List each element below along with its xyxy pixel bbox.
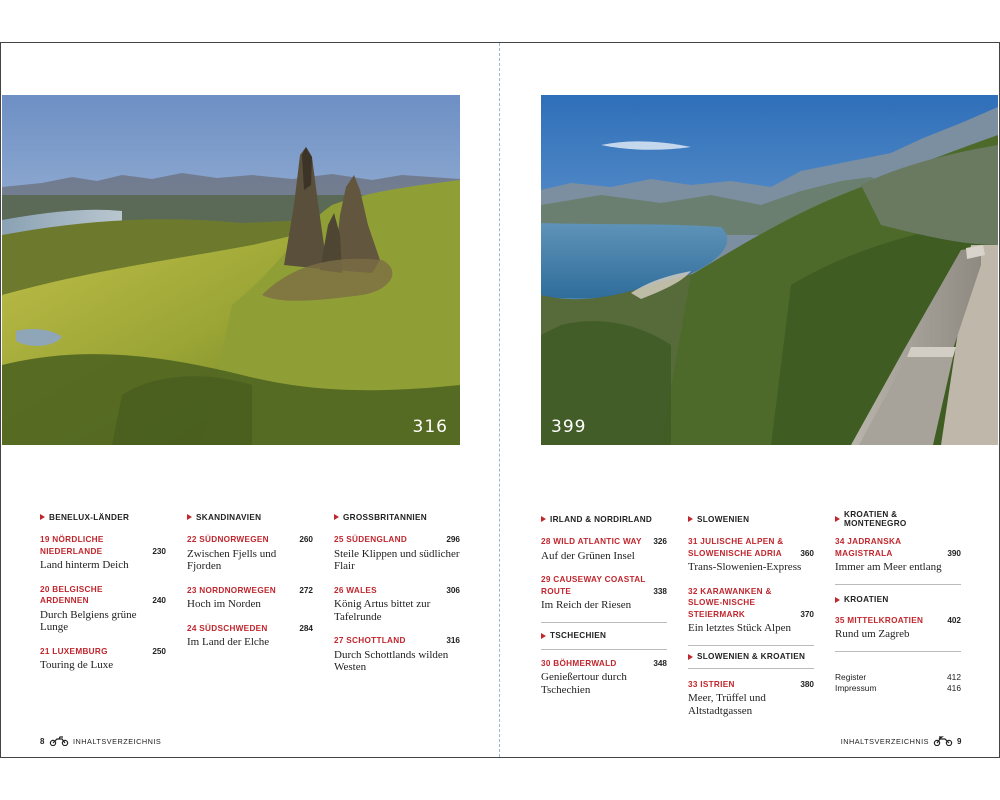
- divider: [688, 645, 814, 646]
- entry-title: 26 WALES: [334, 585, 377, 595]
- region-heading: SKANDINAVIEN: [187, 512, 313, 522]
- triangle-bullet-icon: [187, 514, 192, 520]
- entry-page: 370: [800, 609, 814, 619]
- region-heading: BENELUX-LÄNDER: [40, 512, 166, 522]
- entry-title: 27 SCHOTTLAND: [334, 636, 406, 645]
- triangle-bullet-icon: [688, 654, 693, 660]
- toc-entry[interactable]: [334, 635, 460, 674]
- motorcycle-icon: [49, 736, 69, 746]
- entry-page: 360: [800, 548, 814, 558]
- divider: [541, 622, 667, 623]
- toc-entry[interactable]: [187, 585, 313, 611]
- entry-title: 20 BELGISCHE ARDENNEN: [40, 584, 103, 605]
- toc-entry[interactable]: [40, 646, 166, 672]
- entry-title: 29 CAUSEWAY COASTAL ROUTE: [541, 575, 646, 596]
- footer-page-number: 9: [957, 736, 962, 746]
- photo-page-number: 316: [412, 417, 448, 437]
- toc-entry[interactable]: [187, 623, 313, 649]
- toc-entry[interactable]: [334, 534, 460, 573]
- toc-entry[interactable]: [835, 536, 961, 574]
- toc-entry[interactable]: [688, 679, 814, 718]
- toc-entry[interactable]: [541, 574, 667, 612]
- region-heading: TSCHECHIEN: [541, 631, 667, 641]
- entry-subtitle: Meer, Trüffel und Altstadtgassen: [688, 692, 766, 717]
- spine-divider: [499, 43, 500, 757]
- toc-entry[interactable]: [541, 658, 667, 697]
- toc-column-kroatien: [835, 510, 961, 694]
- entry-subtitle: Durch Schottlands wilden Westen: [334, 648, 449, 673]
- footer-label: INHALTSVERZEICHNIS: [72, 736, 162, 746]
- entry-subtitle: Trans-Slowenien-Express: [688, 561, 802, 573]
- entry-page: 326: [653, 537, 667, 546]
- entry-title: 31 JULISCHE ALPEN & SLOWENISCHE ADRIA: [688, 537, 784, 558]
- divider: [688, 668, 814, 669]
- triangle-bullet-icon: [835, 597, 840, 603]
- entry-page: 296: [446, 535, 460, 544]
- misc-entry-register[interactable]: Register 412: [835, 671, 961, 682]
- toc-entry[interactable]: [541, 536, 667, 562]
- entry-page: 316: [446, 636, 460, 645]
- toc-entry[interactable]: [334, 585, 460, 624]
- toc-column-slowenien: [688, 514, 814, 717]
- entry-page: 338: [653, 586, 667, 596]
- misc-entry-impressum[interactable]: Impressum 416: [835, 682, 961, 693]
- entry-page: 306: [446, 585, 460, 595]
- region-heading: KROATIEN: [835, 595, 961, 605]
- toc-column-irland-tschechien: [541, 514, 667, 696]
- entry-page: 284: [299, 623, 313, 633]
- region-heading: GROSSBRITANNIEN: [334, 512, 460, 522]
- entry-subtitle: Durch Belgiens grüne Lunge: [40, 608, 137, 633]
- entry-page: 348: [653, 658, 667, 668]
- photo-kotor-bay: [541, 95, 998, 445]
- footer-left: [40, 736, 161, 746]
- entry-title: 22 SÜDNORWEGEN: [187, 535, 269, 544]
- entry-page: 260: [299, 535, 313, 544]
- toc-column-benelux: [40, 512, 166, 672]
- triangle-bullet-icon: [541, 516, 546, 522]
- region-heading: SLOWENIEN & KROATIEN: [688, 652, 814, 662]
- entry-title: 34 JADRANSKA MAGISTRALA: [835, 537, 902, 558]
- entry-subtitle: Ein letztes Stück Alpen: [688, 622, 791, 634]
- montenegro-bay-image: [541, 95, 998, 445]
- divider: [541, 649, 667, 650]
- entry-subtitle: Im Reich der Riesen: [541, 599, 632, 611]
- toc-column-grossbritannien: [334, 512, 460, 674]
- entry-title: 33 ISTRIEN: [688, 679, 735, 689]
- entry-subtitle: König Artus bittet zur Tafelrunde: [334, 598, 431, 623]
- photo-scotland: [2, 95, 460, 445]
- divider: [835, 651, 961, 652]
- entry-title: 35 MITTELKROATIEN: [835, 615, 924, 625]
- entry-title: 32 KARAWANKEN & SLOWE-NISCHE STEIERMARK: [688, 586, 772, 619]
- toc-entry[interactable]: [40, 584, 166, 634]
- motorcycle-icon: [933, 736, 953, 746]
- entry-page: 390: [947, 548, 961, 558]
- entry-subtitle: Zwischen Fjells und Fjorden: [187, 547, 277, 572]
- photo-page-number: 399: [551, 417, 587, 437]
- triangle-bullet-icon: [541, 633, 546, 639]
- entry-title: 23 NORDNORWEGEN: [187, 585, 276, 595]
- entry-page: 402: [947, 615, 961, 625]
- divider: [835, 584, 961, 585]
- entry-page: 240: [152, 596, 166, 605]
- entry-subtitle: Hoch im Norden: [187, 598, 261, 610]
- region-heading: IRLAND & NORDIRLAND: [541, 514, 667, 524]
- entry-title: 19 NÖRDLICHE NIEDERLANDE: [40, 535, 104, 556]
- entry-subtitle: Genießertour durch Tschechien: [541, 671, 627, 696]
- entry-subtitle: Rund um Zagreb: [835, 628, 910, 640]
- entry-title: 28 WILD ATLANTIC WAY: [541, 537, 642, 546]
- toc-entry[interactable]: [835, 615, 961, 641]
- entry-title: 25 SÜDENGLAND: [334, 535, 408, 544]
- toc-entry[interactable]: [40, 534, 166, 572]
- region-heading: KROATIEN & MONTENEGRO: [835, 514, 961, 524]
- entry-subtitle: Steile Klippen und südlicher Flair: [334, 547, 460, 572]
- toc-entry[interactable]: [187, 534, 313, 573]
- footer-right: [841, 736, 962, 746]
- triangle-bullet-icon: [688, 516, 693, 522]
- entry-page: 272: [299, 585, 313, 595]
- entry-subtitle: Im Land der Elche: [187, 636, 270, 648]
- region-heading: SLOWENIEN: [688, 514, 814, 524]
- entry-title: 21 LUXEMBURG: [40, 646, 108, 656]
- toc-column-skandinavien: [187, 512, 313, 649]
- entry-subtitle: Immer am Meer entlang: [835, 561, 942, 573]
- triangle-bullet-icon: [835, 516, 840, 522]
- misc-list: [835, 672, 961, 694]
- toc-entry[interactable]: [688, 586, 814, 635]
- entry-page: 380: [800, 679, 814, 689]
- entry-subtitle: Auf der Grünen Insel: [541, 549, 635, 562]
- entry-page: 230: [152, 546, 166, 556]
- entry-title: 30 BÖHMERWALD: [541, 658, 617, 668]
- entry-title: 24 SÜDSCHWEDEN: [187, 623, 268, 633]
- triangle-bullet-icon: [334, 514, 339, 520]
- entry-subtitle: Touring de Luxe: [40, 659, 114, 671]
- footer-label: INHALTSVERZEICHNIS: [840, 736, 930, 746]
- entry-subtitle: Land hinterm Deich: [40, 559, 129, 571]
- footer-page-number: 8: [40, 736, 45, 746]
- entry-page: 250: [152, 646, 166, 656]
- toc-entry[interactable]: [688, 536, 814, 574]
- triangle-bullet-icon: [40, 514, 45, 520]
- scotland-landscape-image: [2, 95, 460, 445]
